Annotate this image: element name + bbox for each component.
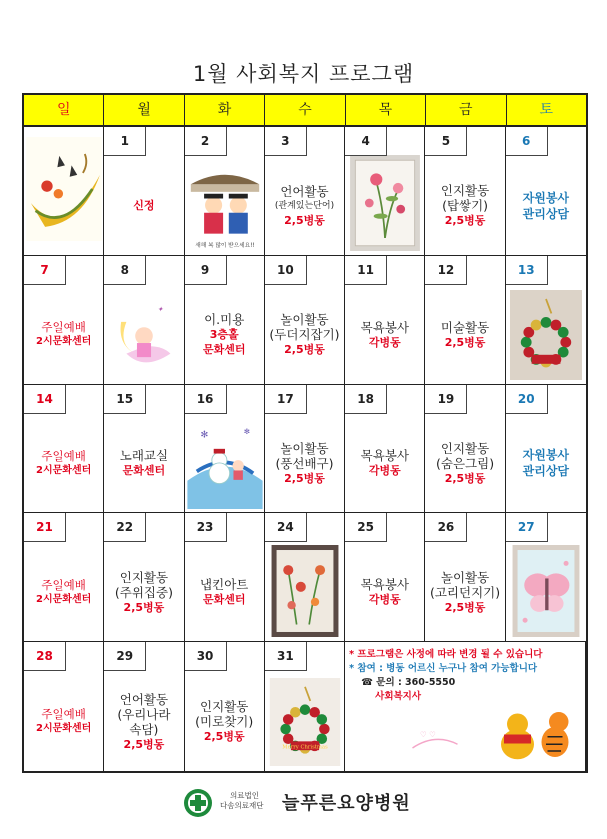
- day-number: 30: [185, 642, 227, 671]
- weekday-tue: 화: [185, 95, 265, 125]
- program-line: 2,5병동: [284, 343, 325, 357]
- day-number: 15: [104, 385, 146, 414]
- calendar-cell: [24, 642, 104, 771]
- day-number: 18: [345, 385, 387, 414]
- program-line: 목욕봉사: [360, 319, 409, 335]
- calendar-cell: [425, 385, 505, 514]
- calendar-cell: [425, 513, 505, 642]
- program-line: 이.미용: [204, 312, 245, 328]
- program-entry: [104, 157, 183, 255]
- program-line: 인지활동: [119, 569, 169, 585]
- calendar-cell: [185, 513, 265, 642]
- weekday-thu: 목: [346, 95, 426, 125]
- day-number: 8: [104, 256, 146, 285]
- program-line: 2,5병동: [444, 471, 486, 485]
- napkin-art-flower-picture: [267, 545, 343, 637]
- calendar-cell: [104, 642, 184, 771]
- day-number: 17: [265, 385, 307, 414]
- calendar-grid: [24, 127, 586, 771]
- program-line: 놀이활동: [280, 312, 329, 328]
- footer-corp-type: 의료법인: [230, 791, 259, 800]
- day-number: 21: [24, 513, 66, 542]
- notice-box: [349, 648, 583, 704]
- calendar-cell: [506, 127, 586, 256]
- program-line: 2시문화센터: [36, 336, 92, 348]
- program-entry: [506, 157, 586, 255]
- day-number: 14: [24, 385, 66, 414]
- program-line: (우리나라: [117, 706, 171, 722]
- calendar-cell: [104, 513, 184, 642]
- day-number: 31: [265, 642, 307, 671]
- program-line: 2,5병동: [444, 335, 486, 349]
- calendar-cell: [425, 127, 505, 256]
- page-title: 1월 사회복지 프로그램: [192, 62, 415, 86]
- program-line: 인지활동: [440, 440, 490, 456]
- butterfly-napkin-art-picture: [508, 545, 584, 637]
- program-line: 2,5병동: [284, 213, 325, 227]
- program-line: 신정: [133, 199, 155, 213]
- program-entry: [345, 286, 424, 384]
- day-number: 28: [24, 642, 66, 671]
- program-entry: [185, 286, 264, 384]
- program-line: 놀이활동: [440, 569, 490, 585]
- hospital-logo-icon: [183, 788, 213, 818]
- day-number: 27: [506, 513, 548, 542]
- calendar-cell: [265, 642, 345, 771]
- day-number: 23: [185, 513, 227, 542]
- calendar-cell: [265, 513, 345, 642]
- program-line: 각병동: [368, 593, 401, 607]
- program-line: 목욕봉사: [360, 577, 409, 593]
- program-entry: [425, 543, 504, 641]
- program-entry: [185, 543, 264, 641]
- calendar: [22, 93, 588, 773]
- svg-text:✻: ✻: [243, 426, 250, 436]
- day-number: 22: [104, 513, 146, 542]
- calendar-cell: [185, 127, 265, 256]
- calendar-cell: [24, 256, 104, 385]
- notice-line: 사회복지사: [375, 691, 422, 703]
- program-entry: [425, 286, 504, 384]
- program-line: (미로찾기): [195, 714, 254, 730]
- calendar-cell: [104, 127, 184, 256]
- program-line: 2,5병동: [444, 214, 486, 228]
- card-caption: 새해 복 많이 받으세요!!: [194, 242, 255, 249]
- program-line: 2,5병동: [444, 600, 486, 614]
- calendar-cell: [185, 256, 265, 385]
- pooh-tigger-illustration: [405, 700, 585, 766]
- weekday-mon: 월: [104, 95, 184, 125]
- calendar-cell: [265, 385, 345, 514]
- program-line: 언어활동: [119, 691, 169, 707]
- program-entry: [104, 543, 183, 641]
- program-entry: [265, 286, 344, 384]
- day-number: 10: [265, 256, 307, 285]
- program-line: 2,5병동: [284, 471, 325, 485]
- weekday-header: [24, 95, 586, 127]
- christmas-wreath-picture: [508, 290, 584, 380]
- snowman-winter-illustration: [187, 415, 263, 509]
- footer-foundation: 다솜의료재단: [220, 801, 264, 810]
- calendar-cell: [345, 127, 425, 256]
- calendar-cell: [506, 256, 586, 385]
- program-line: (고리던지기): [429, 584, 501, 600]
- day-number: 11: [345, 256, 387, 285]
- wreath-caption: Merry Christmas: [282, 744, 328, 751]
- happy-new-year-illustration: [106, 292, 182, 380]
- day-number: 16: [185, 385, 227, 414]
- day-number: 1: [104, 127, 146, 156]
- calendar-cell: [104, 385, 184, 514]
- program-line: 각병동: [368, 335, 401, 349]
- program-line: 2,5병동: [203, 730, 245, 744]
- calendar-cell: [265, 127, 345, 256]
- day-number: 12: [425, 256, 467, 285]
- program-entry: [24, 286, 103, 384]
- calendar-cell: [24, 513, 104, 642]
- day-number: 2: [185, 127, 227, 156]
- program-line: 2시문화센터: [36, 723, 92, 735]
- program-entry: [24, 543, 103, 641]
- program-entry: [345, 415, 424, 513]
- program-line: 문화센터: [122, 464, 166, 478]
- program-entry: [104, 672, 183, 771]
- program-line: (두더지잡기): [269, 327, 340, 343]
- program-entry: [425, 157, 504, 255]
- notice-line: * 참여 : 병동 어르신 누구나 참여 가능합니다: [349, 663, 538, 675]
- day-number: 24: [265, 513, 307, 542]
- program-line: 2시문화센터: [36, 593, 92, 605]
- program-line: 문화센터: [202, 343, 246, 357]
- program-entry: [24, 672, 103, 771]
- new-year-moon-illustration: [26, 137, 102, 241]
- program-line: 주일예배: [41, 707, 86, 722]
- svg-text:♡ ♡: ♡ ♡: [420, 729, 436, 739]
- calendar-cell: [506, 513, 586, 642]
- program-line: 2,5병동: [123, 737, 165, 751]
- program-line: 문화센터: [202, 593, 246, 607]
- day-number: 26: [425, 513, 467, 542]
- weekday-sun: 일: [24, 95, 104, 125]
- new-year-card-illustration: [187, 165, 263, 251]
- day-number: 7: [24, 256, 66, 285]
- day-number: 6: [506, 127, 548, 156]
- program-entry: [265, 415, 344, 513]
- calendar-cell: [425, 256, 505, 385]
- program-line: 주일예배: [41, 320, 86, 335]
- program-line: 미술활동: [440, 319, 490, 335]
- weekday-wed: 수: [265, 95, 345, 125]
- day-number: 9: [185, 256, 227, 285]
- weekday-sat: 토: [539, 102, 553, 118]
- program-entry: [104, 415, 183, 513]
- program-line: 주일예배: [41, 448, 86, 463]
- day-number: 25: [345, 513, 387, 542]
- program-line: (주위집중): [114, 584, 173, 600]
- calendar-cell: [24, 127, 104, 256]
- program-line: (풍선배구): [275, 455, 334, 471]
- program-line: 3층홀: [209, 328, 239, 342]
- calendar-cell: [345, 385, 425, 514]
- program-entry: [24, 415, 103, 513]
- day-number: 29: [104, 642, 146, 671]
- program-line: 놀이활동: [280, 440, 329, 456]
- program-line: 인지활동: [200, 699, 249, 715]
- program-line: 속담): [129, 721, 159, 737]
- program-line: (숨은그림): [436, 455, 495, 471]
- calendar-cell: [185, 642, 265, 771]
- program-line: 언어활동: [280, 183, 329, 199]
- calendar-cell: [265, 256, 345, 385]
- day-number: 20: [506, 385, 548, 414]
- hospital-name: 늘푸른요양병원: [282, 793, 411, 814]
- program-line: 냅킨아트: [200, 577, 249, 593]
- day-number: 19: [425, 385, 467, 414]
- footer: [0, 784, 607, 824]
- program-line: 각병동: [368, 464, 401, 478]
- christmas-wreath-picture-2: [267, 678, 343, 766]
- calendar-cell: [24, 385, 104, 514]
- program-line: 자원봉사: [522, 190, 570, 205]
- program-line: (관계있는단어): [274, 200, 335, 211]
- notice-line: ☎ 문의 : 360-5550: [361, 677, 456, 689]
- notice-line: * 프로그램은 사정에 따라 변경 될 수 있습니다: [349, 649, 543, 661]
- calendar-cell: [506, 385, 586, 514]
- program-line: 2시문화센터: [36, 464, 92, 476]
- svg-text:✦: ✦: [157, 304, 164, 314]
- program-line: 주일예배: [41, 577, 86, 592]
- program-line: 인지활동: [440, 183, 490, 199]
- calendar-cell: [345, 513, 425, 642]
- day-number: 13: [506, 256, 548, 285]
- program-entry: [265, 157, 344, 255]
- program-entry: [345, 543, 424, 641]
- flower-napkin-art-picture: [347, 155, 423, 251]
- program-entry: [185, 672, 264, 771]
- calendar-cell: [345, 256, 425, 385]
- program-line: 목욕봉사: [360, 448, 409, 464]
- program-line: (탑쌓기): [442, 198, 489, 214]
- calendar-cell: [185, 385, 265, 514]
- program-line: 관리상담: [522, 464, 570, 479]
- weekday-fri: 금: [426, 95, 506, 125]
- day-number: 3: [265, 127, 307, 156]
- program-line: 2,5병동: [123, 600, 165, 614]
- program-entry: [425, 415, 504, 513]
- calendar-cell: [345, 642, 586, 771]
- day-number: 4: [345, 127, 387, 156]
- program-entry: [506, 415, 586, 513]
- day-number: 5: [425, 127, 467, 156]
- svg-text:✻: ✻: [200, 429, 208, 441]
- calendar-cell: [104, 256, 184, 385]
- program-line: 관리상담: [522, 206, 570, 221]
- program-line: 노래교실: [119, 448, 169, 464]
- program-line: 자원봉사: [522, 448, 570, 463]
